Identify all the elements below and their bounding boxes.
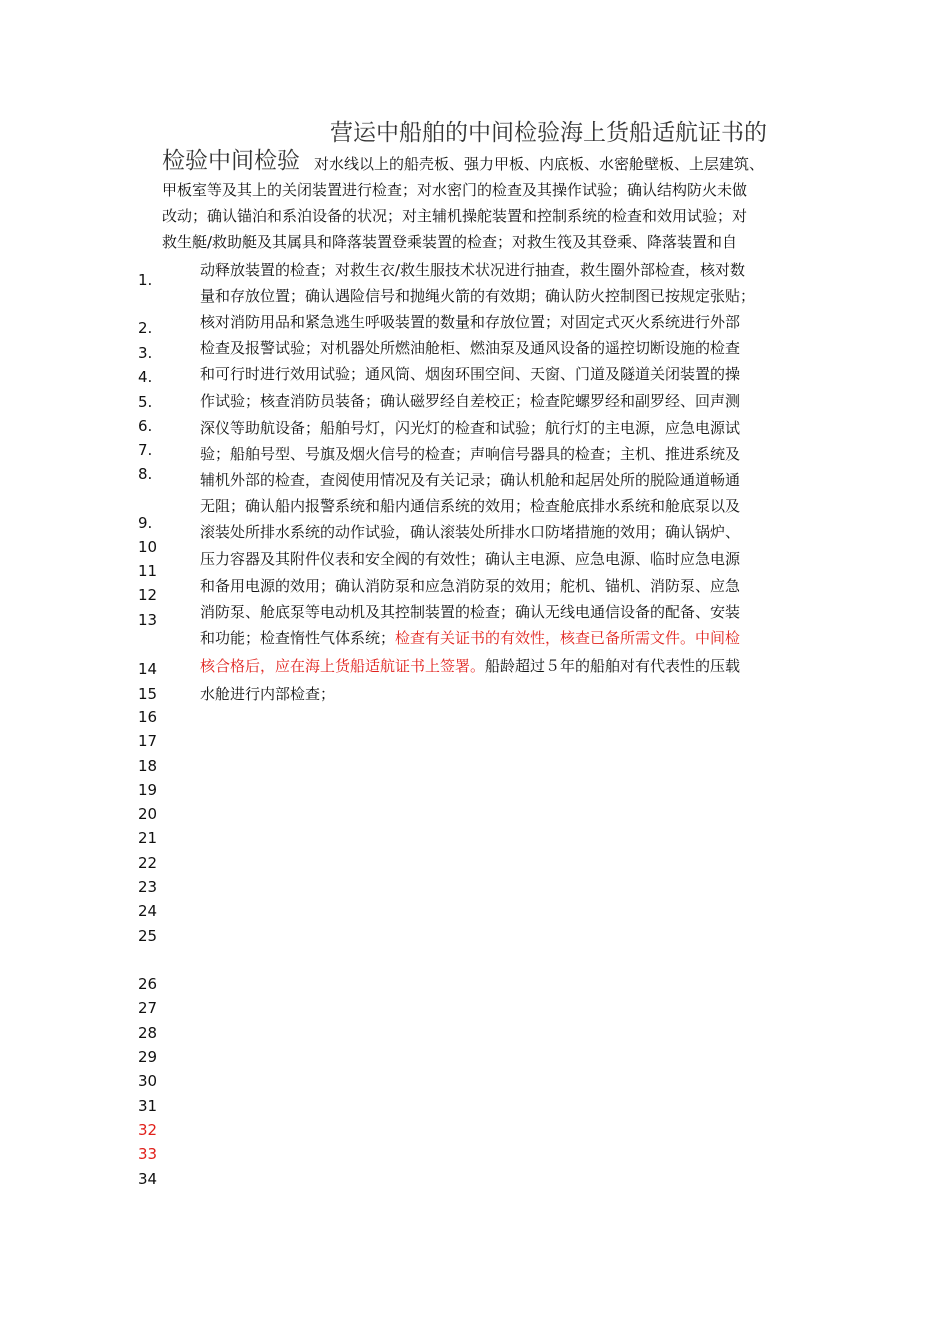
body-text: 船龄超过５年的船舶对有代表性的压载 — [485, 657, 741, 675]
body-line: 甲板室等及其上的关闭装置进行检查；对水密门的检查及其操作试验；确认结构防火未做 — [162, 181, 748, 199]
line-number: 4. — [138, 368, 153, 386]
line-number: 15 — [138, 685, 158, 703]
line-number: 16 — [138, 708, 158, 726]
line-number: 26 — [138, 975, 158, 993]
line-number: 30 — [138, 1072, 158, 1090]
line-number: 21 — [138, 829, 158, 847]
body-line-mixed — [200, 656, 740, 676]
line-number: 22 — [138, 854, 158, 872]
body-text: 和功能；检查惰性气体系统； — [200, 629, 396, 647]
body-line: 量和存放位置；确认遇险信号和抛绳火箭的有效期；确认防火控制图已按规定张贴； — [200, 287, 756, 305]
line-number: 29 — [138, 1048, 158, 1066]
line-number: 28 — [138, 1024, 158, 1042]
body-line: 和备用电源的效用；确认消防泵和应急消防泵的效用；舵机、锚机、消防泵、应急 — [200, 577, 741, 595]
body-line: 和可行时进行效用试验；通风筒、烟囱环围空间、天窗、门道及隧道关闭装置的操 — [200, 365, 741, 383]
line-number: 10 — [138, 538, 158, 556]
line-number: 33 — [138, 1145, 158, 1163]
line-number: 31 — [138, 1097, 158, 1115]
line-number: 1. — [138, 271, 153, 289]
highlighted-text: 核合格后，应在海上货船适航证书上签署。 — [200, 657, 486, 675]
document-title-line-2: 检验中间检验 — [162, 148, 300, 174]
line-number: 9. — [138, 514, 153, 532]
line-number: 20 — [138, 805, 158, 823]
body-line: 无阻；确认船内报警系统和船内通信系统的效用；检查舱底排水系统和舱底泵以及 — [200, 497, 741, 515]
body-line: 作试验；核查消防员装备；确认磁罗经自差校正；检查陀螺罗经和副罗经、回声测 — [200, 392, 741, 410]
line-number: 19 — [138, 781, 158, 799]
line-number: 13 — [138, 611, 158, 629]
line-number: 8. — [138, 465, 153, 483]
line-number: 7. — [138, 441, 153, 459]
line-number: 18 — [138, 757, 158, 775]
body-line: 对水线以上的船壳板、强力甲板、内底板、水密舱壁板、上层建筑、 — [314, 155, 765, 173]
line-number: 34 — [138, 1170, 158, 1188]
line-number: 2. — [138, 319, 153, 337]
body-line-mixed — [200, 628, 740, 648]
body-line: 消防泵、舱底泵等电动机及其控制装置的检查；确认无线电通信设备的配备、安装 — [200, 603, 741, 621]
body-line: 改动；确认锚泊和系泊设备的状况；对主辅机操舵装置和控制系统的检查和效用试验；对 — [162, 207, 748, 225]
body-line: 压力容器及其附件仪表和安全阀的有效性；确认主电源、应急电源、临时应急电源 — [200, 550, 741, 568]
line-number: 25 — [138, 927, 158, 945]
body-line: 深仪等助航设备；船舶号灯，闪光灯的检查和试验；航行灯的主电源，应急电源试 — [200, 419, 741, 437]
line-number: 12 — [138, 586, 158, 604]
line-number: 23 — [138, 878, 158, 896]
body-line: 核对消防用品和紧急逃生呼吸装置的数量和存放位置；对固定式灭火系统进行外部 — [200, 313, 741, 331]
line-number: 32 — [138, 1121, 158, 1139]
highlighted-text: 检查有关证书的有效性，核查已备所需文件。中间检 — [395, 629, 741, 647]
body-line: 辅机外部的检查，查阅使用情况及有关记录；确认机舱和起居处所的脱险通道畅通 — [200, 471, 741, 489]
body-line: 检查及报警试验；对机器处所燃油舱柜、燃油泵及通风设备的遥控切断设施的检查 — [200, 339, 741, 357]
line-number: 6. — [138, 417, 153, 435]
line-number: 24 — [138, 902, 158, 920]
body-line: 动释放装置的检查；对救生衣/救生服技术状况进行抽查，救生圈外部检查，核对数 — [200, 261, 746, 279]
line-number: 17 — [138, 732, 158, 750]
line-number: 3. — [138, 344, 153, 362]
line-number: 14 — [138, 660, 158, 678]
body-line: 滚装处所排水系统的动作试验，确认滚装处所排水口防堵措施的效用；确认锅炉、 — [200, 523, 741, 541]
line-number: 11 — [138, 562, 158, 580]
document-title-line-1: 营运中船舶的中间检验海上货船适航证书的 — [330, 120, 767, 146]
body-line: 验；船舶号型、号旗及烟火信号的检查；声响信号器具的检查；主机、推进系统及 — [200, 445, 741, 463]
body-line: 救生艇/救助艇及其属具和降落装置登乘装置的检查；对救生筏及其登乘、降落装置和自 — [162, 233, 738, 251]
line-number: 5. — [138, 393, 153, 411]
line-number: 27 — [138, 999, 158, 1017]
body-line: 水舱进行内部检查； — [200, 685, 336, 703]
